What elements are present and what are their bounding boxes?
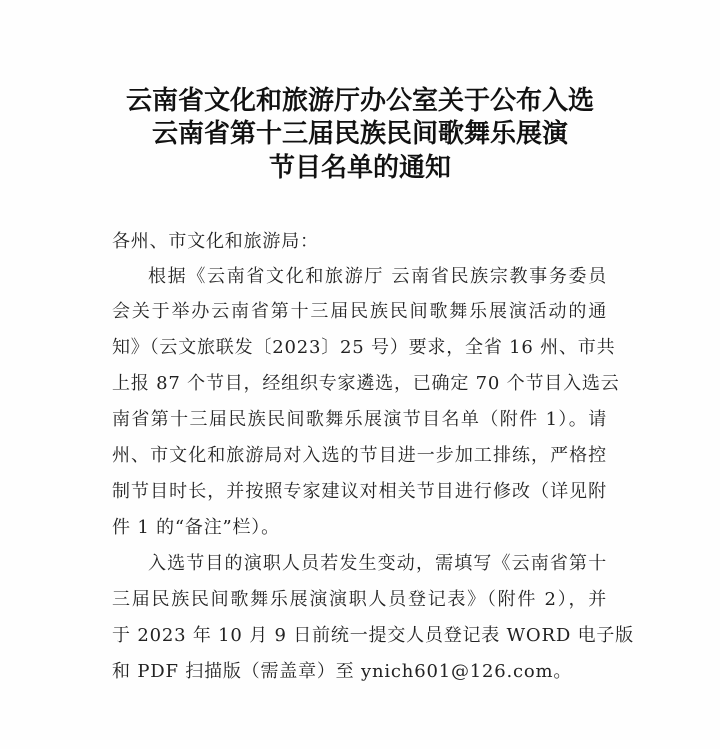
paragraph-line: 制节目时长，并按照专家建议对相关节目进行修改（详见附 — [112, 481, 607, 502]
paragraph-line: 会关于举办云南省第十三届民族民间歌舞乐展演活动的通 — [112, 301, 607, 322]
paragraph-line: 南省第十三届民族民间歌舞乐展演节目名单（附件 1）。请 — [112, 409, 607, 430]
paragraph-line: 于 2023 年 10 月 9 日前统一提交人员登记表 WORD 电子版 — [112, 625, 634, 646]
paragraph-line: 上报 87 个节目，经组织专家遴选，已确定 70 个节目入选云 — [112, 373, 620, 394]
paragraph-line: 入选节目的演职人员若发生变动，需填写《云南省第十 — [148, 553, 607, 574]
salutation: 各州、市文化和旅游局： — [112, 231, 319, 252]
paragraph-line: 根据《云南省文化和旅游厅 云南省民族宗教事务委员 — [148, 266, 607, 287]
paragraph-line: 州、市文化和旅游局对入选的节目进一步加工排练，严格控 — [112, 445, 607, 466]
paragraph-line: 三届民族民间歌舞乐展演演职人员登记表》（附件 2），并 — [112, 589, 607, 610]
paragraph-line: 和 PDF 扫描版（需盖章）至 ynich601@126.com。 — [112, 661, 573, 682]
document-title-line-1: 云南省文化和旅游厅办公室关于公布入选 — [125, 86, 594, 116]
paragraph-line: 知》（云文旅联发〔2023〕25 号）要求，全省 16 州、市共 — [112, 337, 616, 358]
paragraph-line: 件 1 的“备注”栏）。 — [112, 517, 280, 538]
document-title-line-3: 节目名单的通知 — [268, 153, 451, 183]
document-title-line-2: 云南省第十三届民族民间歌舞乐展演 — [151, 119, 568, 149]
